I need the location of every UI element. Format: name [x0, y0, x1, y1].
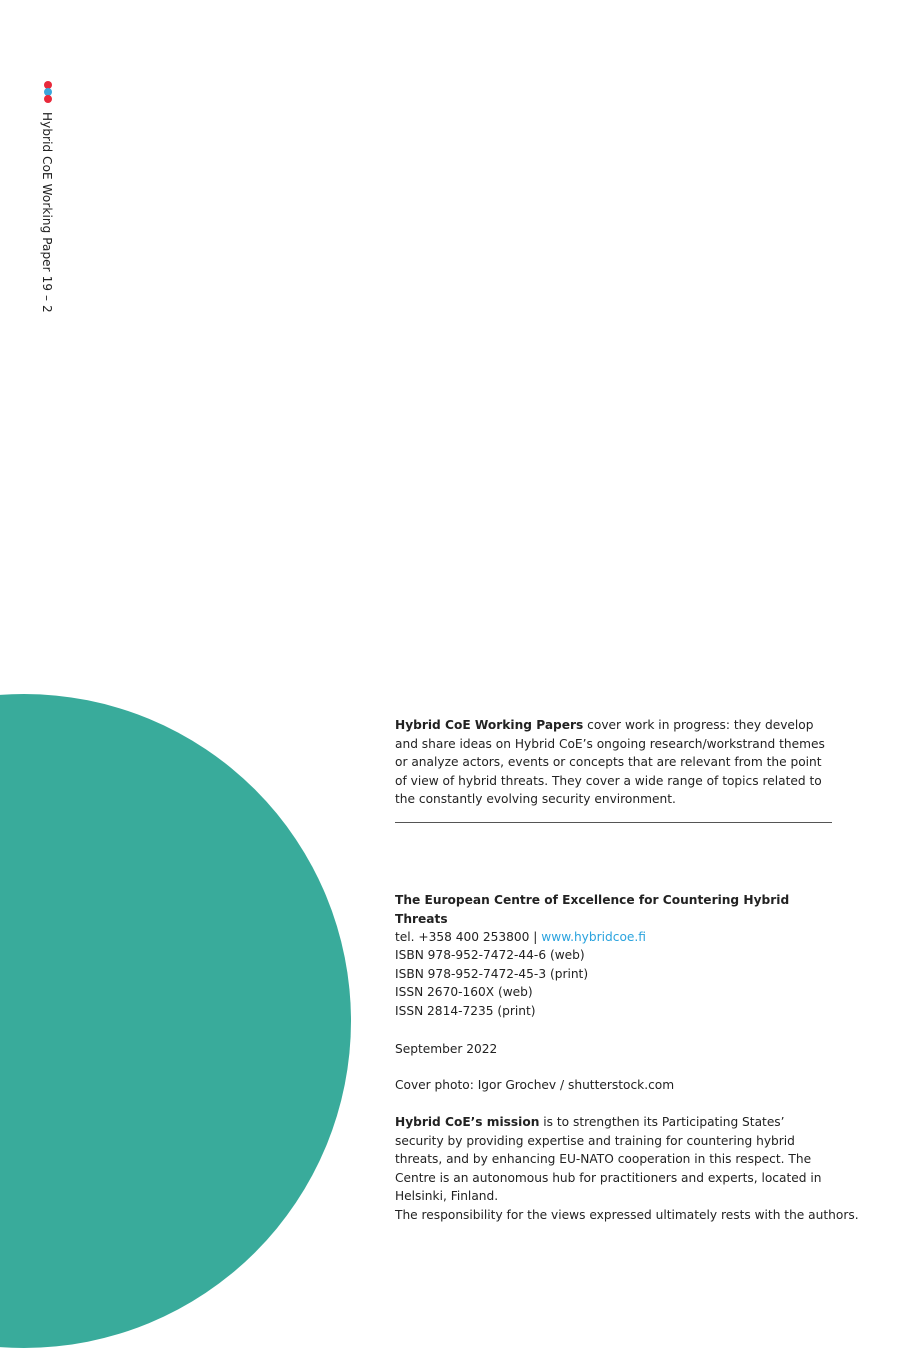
mission-text: is to strengthen its Participating States’ security by providing expertise and training for countering hybrid threats, and by enhancing EU-NATO cooperation in this respect. The Centre is an autonomous hub for practitioners and experts, located in Helsinki, Finland.: [395, 1115, 822, 1203]
isbn-web: ISBN 978-952-7472-44-6 (web): [395, 948, 585, 962]
series-label: Hybrid CoE Working Paper 19 – 2: [40, 112, 54, 313]
isbn-print: ISBN 978-952-7472-45-3 (print): [395, 966, 589, 981]
logo-dot-red-bottom: [44, 95, 52, 103]
issn-print: ISSN 2814-7235 (print): [395, 1003, 536, 1018]
side-header: [36, 80, 60, 313]
intro-text: cover work in progress: they develop and share ideas on Hybrid CoE’s ongoing research/workstrand themes or analyze actors, events or concepts that are relevant from the point of view of hybrid threats. They cover a wide range of topics related to the constantly evolving security environment.: [395, 718, 825, 806]
website-link[interactable]: www.hybridcoe.fi: [541, 930, 646, 944]
organization-tel: tel. +358 400 253800 |: [395, 930, 542, 944]
mission-bold-lead: Hybrid CoE’s mission: [395, 1115, 540, 1129]
organization-name: The European Centre of Excellence for Countering Hybrid Threats: [395, 893, 790, 926]
organization-block: [395, 891, 832, 947]
decorative-teal-circle: [0, 694, 351, 1348]
identifiers-block: [395, 946, 832, 1020]
cover-photo-credit: Cover photo: Igor Grochev / shutterstock.com: [395, 1078, 675, 1092]
disclaimer: The responsibility for the views expressed ultimately rests with the authors.: [395, 1208, 859, 1222]
mission-paragraph: [395, 1113, 832, 1206]
intro-paragraph: [395, 716, 832, 809]
divider-line: [395, 822, 832, 823]
publication-date: September 2022: [395, 1042, 498, 1056]
intro-bold-lead: Hybrid CoE Working Papers: [395, 718, 584, 732]
issn-web: ISSN 2670-160X (web): [395, 985, 533, 999]
